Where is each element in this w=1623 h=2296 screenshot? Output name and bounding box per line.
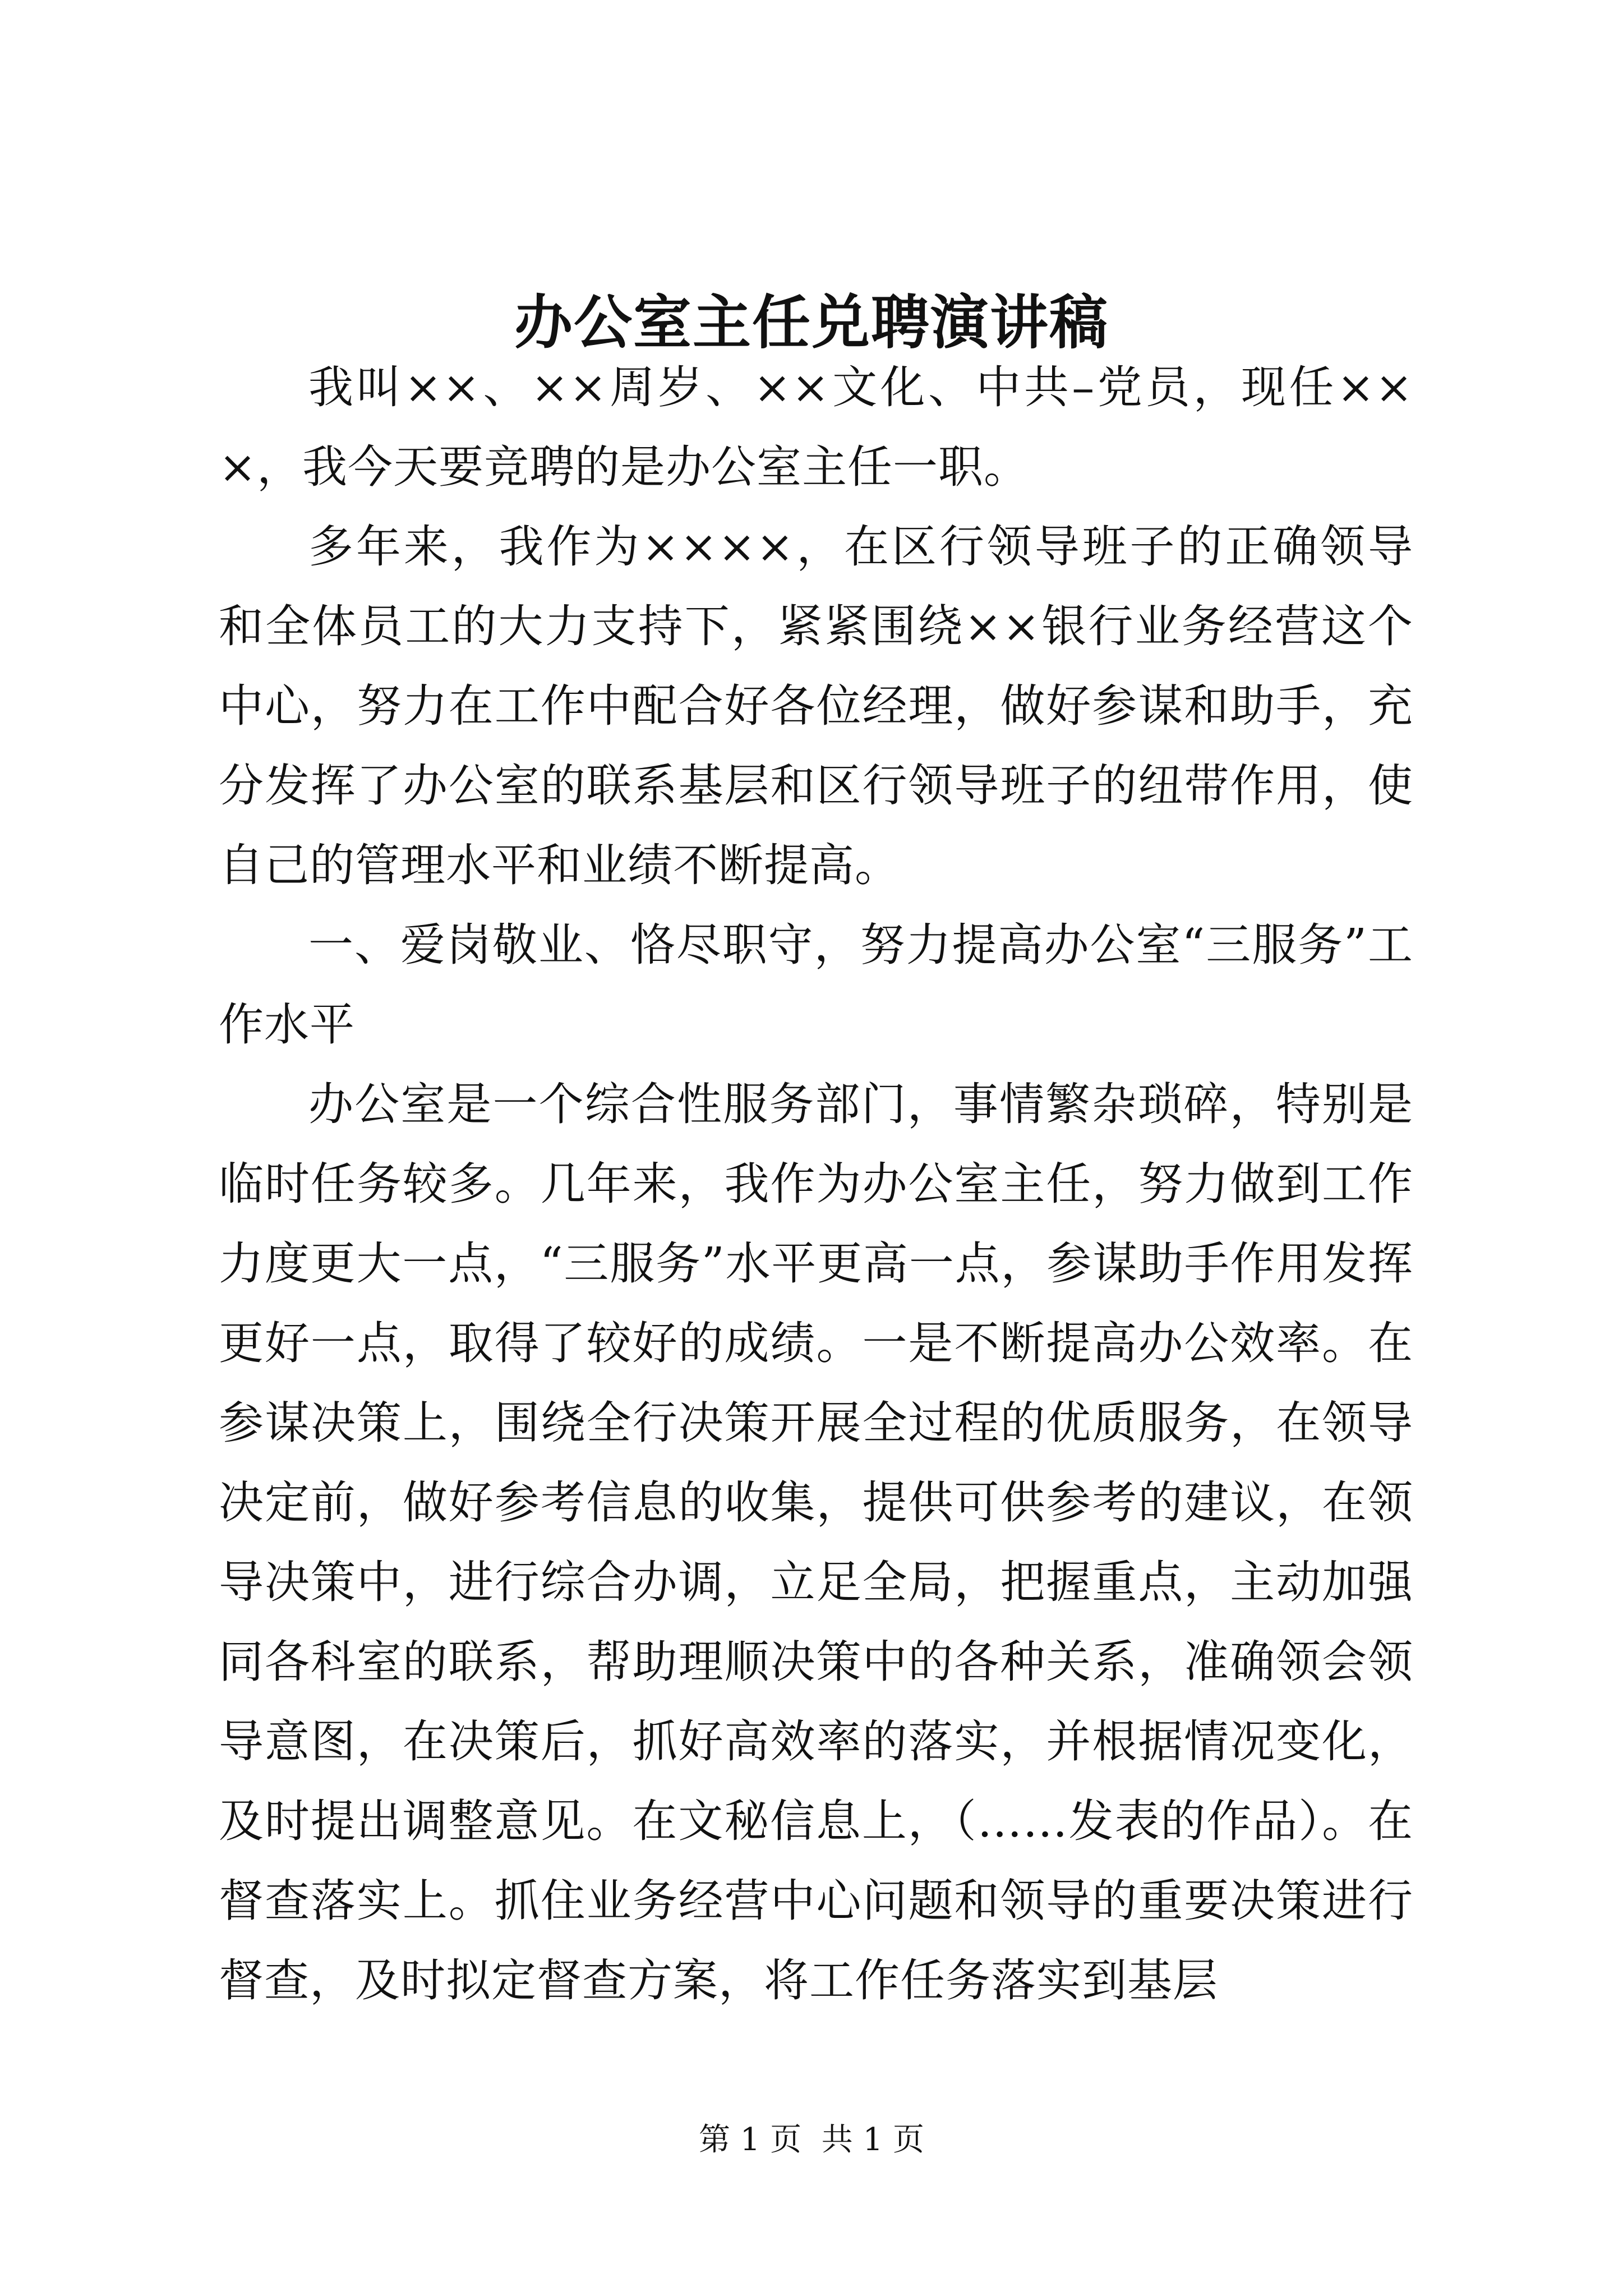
document-body [219, 348, 1413, 2021]
page-footer [0, 2118, 1623, 2162]
document-title: 办公室主任兑聘演讲稿 [514, 288, 1109, 357]
paragraph-office-work: 办公室是一个综合性服务部门，事情繁杂琐碎，特别是临时任务较多。几年来，我作为办公室主任，努力做到工作力度更大一点，“三服务”水平更高一点，参谋助手作用发挥更好一点，取得了较好的成绩。一是不断提高办公效率。在参谋决策上，围绕全行决策开展全过程的优质服务，在领导决定前，做好参考信息的收集，提供可供参考的建议，在领导决策中，进行综合办调，立足全局，把握重点，主动加强同各科室的联系，帮助理顺决策中的各种关系，准确领会领导意图，在决策后，抓好高效率的落实，并根据情况变化，及时提出调整意见。在文秘信息上，（……发表的作品）。在督查落实上。抓住业务经营中心问题和领导的重要决策进行督查，及时拟定督查方案，将工作任务落实到基层 [219, 1078, 1413, 2007]
page-number-label: 第 1 页 共 1 页 [698, 2122, 925, 2158]
section-heading-1: 一、爱岗敬业、恪尽职守，努力提高办公室“三服务”工作水平 [219, 919, 1413, 1051]
paragraph-intro: 我叫××、××周岁、××文化、中共–党员，现任×××，我今天要竞聘的是办公室主任一职。 [219, 361, 1413, 493]
paragraph-experience: 多年来，我作为××××，在区行领导班子的正确领导和全体员工的大力支持下，紧紧围绕××银行业务经营这个中心，努力在工作中配合好各位经理，做好参谋和助手，充分发挥了办公室的联系基层和区行领导班子的纽带作用，使自己的管理水平和业绩不断提高。 [219, 521, 1413, 891]
